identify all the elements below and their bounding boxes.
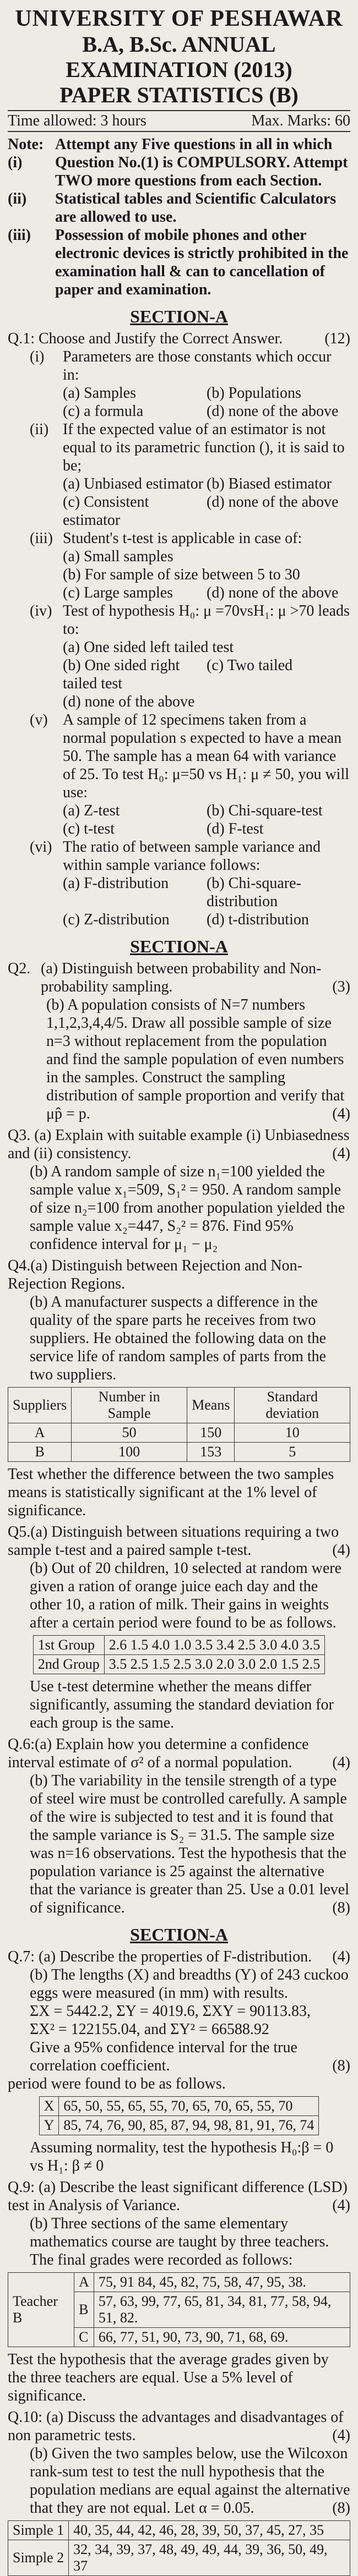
section-heading: SECTION-A [130,1925,228,1944]
time-marks-bar [8,110,350,132]
note-item: (iii) Possession of mobile phones and other electronic devices is strictly prohibited in the examination hall & can to cancellation of paper and examination. [8,227,349,298]
notes-block [8,135,350,299]
table-row: X 65, 50, 55, 65, 55, 70, 65, 70, 65, 55, 70 [39,2097,319,2116]
paper-title: PAPER STATISTICS (B) [59,83,299,107]
table-row: Simple 1 40, 35, 44, 42, 46, 28, 39, 50, 37, 45, 27, 35 [8,2521,350,2540]
table-row: B 100 153 5 [8,1443,350,1462]
question-10: Q.10: (a) Discuss the advantages and disadvantages of non parametric tests. (4) (b) Given the two samples below, use the Wilcoxon rank-sum test to test the null hypothesis that the population medians are equal against the alternative that they are not equal. Let α = 0.05. (8) Simple 1 40, 35, 44, 42, 46, 28, 39, 50, 37, 45, 27, 35 Simple 2 32, 34, 39, 37, 48, 49, 49, 44, 39, 36, 50, 49, 37 [8,2408,350,2576]
table-row: Teacher B A 75, 91 84, 45, 82, 75, 58, 47, 95, 38. [8,2273,350,2292]
paper-header [8,6,350,108]
xy-table [39,2096,319,2135]
grades-table [8,2272,350,2347]
max-marks: Max. Marks: 60 [251,112,350,129]
question-9: Q.9: (a) Describe the least significant difference (LSD) test in Analysis of Variance. (4) (b) Three sections of the same elementary mathematics course are taught by three teachers. The final grades were recorded as follows: Teacher B A 75, 91 84, 45, 82, 75, 58, 47, 95, 38. B 57, 63, 99, 77, 65, 81, 34, 81, 77, 58, 94, 51, 82. C 66, 77, 51, 90, 73, 90, 71, 68, 69. Test the hypothesis that the average grades given by the three teachers are equal. Use a 5% level of significance. [8,2179,350,2404]
table-header-row: Suppliers Number in Sample Means Standard deviation [8,1388,350,1423]
question-2: Q2. (a) Distinguish between probability and Non- probability sampling. (3) (b) A population consists of N=7 numbers 1,1,2,3,4,4/5. Draw all possible sample of size n=3 without replacement from the population and find the sample population of even numbers in the samples. Construct the sampling distribution of sample proportion and verify that μp̂ = p. (4) [8,960,350,1122]
weight-gain-table [33,1635,325,1674]
table-row: 1st Group 2.6 1.5 4.0 1.0 3.5 3.4 2.5 3.0 4.0 3.5 [33,1636,324,1655]
table-row: B 57, 63, 99, 77, 65, 81, 34, 81, 77, 58, 94, 51, 82. [8,2292,350,2328]
table-row: A 50 150 10 [8,1423,350,1443]
university-name: UNIVERSITY OF PESHAWAR [15,6,343,31]
question-7: Q.7: (a) Describe the properties of F-distribution. (4) (b) The lengths (X) and breadths (Y) of 243 cuckoo eggs were measured (in mm) with results. ΣX = 5442.2, ΣY = 4019.6, ΣXY = 90113.83, ΣX² = 122155.04, and ΣY² = 66588.92 Give a 95% confidence interval for the true correlation coefficient. (8) period were found to be as follows. X 65, 50, 55, 65, 55, 70, 65, 70, 65, 55, 70 Y 85, 74, 76, 90, 85, 87, 94, 98, 81, 91, 76, 74 Assuming normality, test the hypothesis H₀:β = 0 vs H₁: β ≠ 0 [8,1948,350,2174]
samples-table [8,2520,350,2576]
exam-title: B.A, B.Sc. ANNUAL EXAMINATION (2013) [66,32,292,82]
question-1: Q.1: Choose and Justify the Correct Answer. (12) (i) Parameters are those constants which occur in: (a) Samples (b) Populations (c) a formula (d) none of the above (ii) If the expected value of an estimator is not equal to its parametric function (), it is said to be; (a) Unbiased estimator (b) Biased estimator (c) Consistent estimator (d) none of the above (iii) Student's t-test is applicable in case of: (a) Small samples (b) For sample of size between 5 to 30 (c) Large samples (d) none of the above (iv) Test of hypothesis H₀: μ =70vsH₁: μ >70 leads to: (a) One sided left tailed test (b) One sided right tailed test (c) Two tailed (d) none of the above (v) A sample of 12 specimens taken from a normal population s expected to have a mean 50. The sample has a mean 64 with variance of 25. To test H₀: μ=50 vs H₁: μ ≠ 50, you will use: (a) Z-test (b) Chi-square-test (c) t-test (d) F-test (vi) The ratio of between sample variance and within sample variance follows: (a) F-distribution (b) Chi-square-distribution (c) Z-distribution (d) t-distribution [8,330,350,928]
section-heading: SECTION-A [130,306,228,326]
table-row: Simple 2 32, 34, 39, 37, 48, 49, 49, 44, 39, 36, 50, 49, 37 [8,2540,350,2576]
table-row: 2nd Group 3.5 2.5 1.5 2.5 3.0 2.0 3.0 2.0 1.5 2.5 [33,1655,324,1674]
table-row: Y 85, 74, 76, 90, 85, 87, 94, 98, 81, 91, 76, 74 [39,2116,319,2135]
question-5: Q5.(a) Distinguish between situations requiring a two sample t-test and a paired sample t-test. (4) (b) Out of 20 children, 10 selected at random were given a ration of orange juice each day and the other 10, a ration of milk. Their gains in weights after a certain period were found to be as follows. 1st Group 2.6 1.5 4.0 1.0 3.5 3.4 2.5 3.0 4.0 3.5 2nd Group 3.5 2.5 1.5 2.5 3.0 2.0 3.0 2.0 1.5 2.5 Use t-test determine whether the means differ significantly, assuming the standard deviation for each group is the same. [8,1523,350,1731]
question-4: Q4.(a) Distinguish between Rejection and Non-Rejection Regions. (b) A manufacturer suspects a difference in the quality of the spare parts he receives from two suppliers. He obtained the following data on the service life of random samples of parts from the two suppliers. Suppliers Number in Sample Means Standard deviation A 50 150 10 B 100 153 5 Test whether the difference between the two samples means is statistically significant at the 1% level of significance. [8,1257,350,1520]
question-3: Q3. (a) Explain with suitable example (i) Unbiasedness and (ii) consistency. (4) (b) A random sample of size n₁=100 yielded the sample value x₁=509, S₁² = 950. A random sample of size n₂=100 from another population yielded the sample value x₂=447, S₂² = 876. Find 95% confidence interval for μ₁ − μ₂ [8,1127,350,1253]
suppliers-table [8,1387,350,1462]
time-allowed: Time allowed: 3 hours [8,112,147,129]
section-heading: SECTION-A [130,936,228,956]
table-row: C 66, 77, 51, 90, 73, 90, 71, 68, 69. [8,2328,350,2347]
note-item: Note: (i) Attempt any Five questions in all in which Question No.(1) is COMPULSORY. Attempt TWO more questions from each Section. [8,136,348,189]
question-6: Q.6:(a) Explain how you determine a confidence interval estimate of σ² of a normal population. (4) (b) The variability in the tensile strength of a type of steel wire must be controlled carefully. A sample of the wire is subjected to test and it is found that the sample variance is S₂ = 31.5. The sample size was n=16 observations. Test the hypothesis that the population variance is 25 against the alternative that the variance is greater than 25. Use a 0.01 level of significance. (8) [8,1736,350,1916]
note-item: (ii) Statistical tables and Scientific Calculators are allowed to use. [8,190,337,226]
